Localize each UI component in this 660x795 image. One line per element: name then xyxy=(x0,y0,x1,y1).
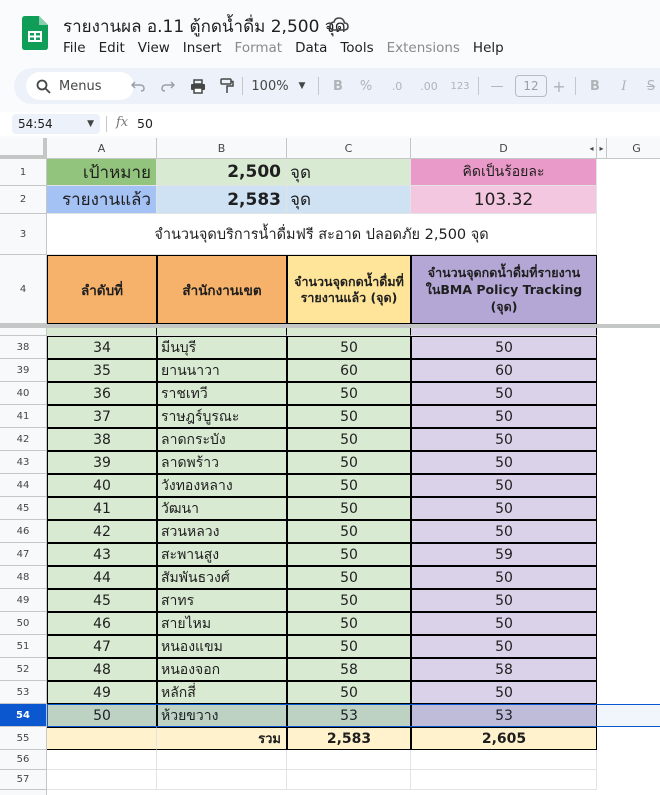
sequence-cell[interactable]: 46 xyxy=(47,612,157,635)
formula-separator xyxy=(106,116,107,132)
sequence-cell[interactable]: 45 xyxy=(47,589,157,612)
row-header[interactable]: 43 xyxy=(0,451,47,474)
zoom-select[interactable]: 100% xyxy=(251,78,289,94)
bma-count-cell[interactable]: 58 xyxy=(411,658,597,681)
sequence-cell[interactable]: 36 xyxy=(47,382,157,405)
row-header[interactable]: 1 xyxy=(0,159,47,186)
row-header[interactable]: 57 xyxy=(0,770,47,790)
column-header-c[interactable]: C xyxy=(287,138,411,159)
empty-cell[interactable] xyxy=(157,770,287,790)
cloud-saved-icon[interactable] xyxy=(329,16,349,32)
document-title[interactable]: รายงานผล อ.11 ตู้กดน้ำดื่ม 2,500 จุด xyxy=(63,17,346,37)
row-header[interactable]: 49 xyxy=(0,589,47,612)
bma-count-cell[interactable]: 50 xyxy=(411,405,597,428)
sequence-cell[interactable]: 49 xyxy=(47,681,157,704)
row-header[interactable]: 55 xyxy=(0,727,47,750)
row-header[interactable]: 53 xyxy=(0,681,47,704)
district-cell[interactable]: วัฒนา xyxy=(157,497,287,520)
sheets-logo-icon[interactable] xyxy=(22,16,48,50)
reported-count-cell[interactable]: 53 xyxy=(287,704,411,727)
row-header[interactable]: 41 xyxy=(0,405,47,428)
font-size-input[interactable]: 12 xyxy=(515,75,547,97)
district-cell[interactable]: วังทองหลาง xyxy=(157,474,287,497)
menu-data[interactable]: Data xyxy=(295,40,328,56)
reported-count-cell[interactable]: 60 xyxy=(287,359,411,382)
select-all-corner[interactable] xyxy=(0,138,47,159)
column-expand-right-icon[interactable]: ▸ xyxy=(597,138,607,159)
row-header[interactable]: 54 xyxy=(0,704,47,727)
more-formats-button[interactable]: 123 xyxy=(450,80,470,92)
name-box-value: 54:54 xyxy=(18,117,53,131)
empty-cell[interactable] xyxy=(411,750,597,770)
total-label-cell[interactable]: รวม xyxy=(157,727,287,750)
header-sequence-cell[interactable]: ลำดับที่ xyxy=(47,255,157,324)
sequence-cell[interactable]: 43 xyxy=(47,543,157,566)
bma-count-cell[interactable]: 50 xyxy=(411,451,597,474)
formula-bar xyxy=(0,112,660,136)
header-reported-cell[interactable]: จำนวนจุดกดน้ำดื่มที่รายงานแล้ว (จุด) xyxy=(287,255,411,324)
bma-count-cell[interactable]: 53 xyxy=(411,704,597,727)
bma-count-cell[interactable]: 50 xyxy=(411,589,597,612)
reported-count-cell[interactable]: 50 xyxy=(287,405,411,428)
spreadsheet-grid xyxy=(0,138,660,795)
row-header[interactable]: 2 xyxy=(0,186,47,214)
italic-button[interactable]: I xyxy=(621,78,627,94)
row-header[interactable]: 44 xyxy=(0,474,47,497)
district-cell[interactable]: สาทร xyxy=(157,589,287,612)
reported-value-cell[interactable]: 2,583 xyxy=(157,186,287,214)
sequence-cell[interactable]: 34 xyxy=(47,336,157,359)
bma-count-cell[interactable]: 50 xyxy=(411,612,597,635)
table-caption-cell[interactable]: จำนวนจุดบริการน้ำดื่มฟรี สะอาด ปลอดภัย 2,500 จุด xyxy=(47,214,597,255)
bma-count-cell[interactable]: 50 xyxy=(411,566,597,589)
redo-icon[interactable] xyxy=(158,68,178,104)
name-box[interactable] xyxy=(12,114,100,134)
percent-label-cell[interactable]: คิดเป็นร้อยละ xyxy=(411,159,597,186)
partial-cell xyxy=(411,328,597,336)
decrease-font-size-button[interactable]: — xyxy=(490,78,504,94)
empty-cell[interactable] xyxy=(157,750,287,770)
menu-tools[interactable]: Tools xyxy=(340,40,374,56)
row-header[interactable]: 39 xyxy=(0,359,47,382)
district-cell[interactable]: ห้วยขวาง xyxy=(157,704,287,727)
row-header[interactable]: 3 xyxy=(0,214,47,255)
row-header[interactable]: 45 xyxy=(0,497,47,520)
reported-count-cell[interactable]: 50 xyxy=(287,474,411,497)
reported-count-cell[interactable]: 50 xyxy=(287,428,411,451)
toolbar-separator xyxy=(242,77,243,95)
empty-cell[interactable] xyxy=(287,770,411,790)
district-cell[interactable]: ราษฎร์บูรณะ xyxy=(157,405,287,428)
district-cell[interactable]: สัมพันธวงศ์ xyxy=(157,566,287,589)
row-header[interactable]: 47 xyxy=(0,543,47,566)
district-cell[interactable]: หลักสี่ xyxy=(157,681,287,704)
reported-count-cell[interactable]: 50 xyxy=(287,681,411,704)
sequence-cell[interactable]: 39 xyxy=(47,451,157,474)
zoom-dropdown-icon[interactable]: ▼ xyxy=(298,81,306,91)
partial-cell xyxy=(47,328,157,336)
increase-font-size-button[interactable]: + xyxy=(552,76,566,96)
target-label-cell[interactable]: เป้าหมาย xyxy=(47,159,157,186)
increase-decimal-button[interactable]: .00 xyxy=(420,79,438,93)
sequence-cell[interactable]: 37 xyxy=(47,405,157,428)
total-reported-cell[interactable]: 2,583 xyxy=(287,727,411,750)
row-header[interactable]: 42 xyxy=(0,428,47,451)
bma-count-cell[interactable]: 50 xyxy=(411,336,597,359)
toolbar xyxy=(0,68,660,104)
bold-alt-button[interactable]: B xyxy=(333,78,343,94)
reported-count-cell[interactable]: 50 xyxy=(287,566,411,589)
row-header[interactable] xyxy=(0,790,47,795)
total-empty-cell[interactable] xyxy=(47,727,157,750)
header-district-cell[interactable]: สำนักงานเขต xyxy=(157,255,287,324)
partial-cell xyxy=(157,328,287,336)
paint-format-icon[interactable] xyxy=(217,68,237,104)
district-cell[interactable]: สวนหลวง xyxy=(157,520,287,543)
decrease-decimal-button[interactable]: .0 xyxy=(391,79,403,93)
undo-icon[interactable] xyxy=(128,68,148,104)
sequence-cell[interactable]: 42 xyxy=(47,520,157,543)
menu-view[interactable]: View xyxy=(137,40,170,56)
reported-count-cell[interactable]: 50 xyxy=(287,612,411,635)
bma-count-cell[interactable]: 50 xyxy=(411,635,597,658)
reported-unit-cell[interactable]: จุด xyxy=(287,186,411,214)
district-cell[interactable]: สายไหม xyxy=(157,612,287,635)
chevron-down-icon: ▼ xyxy=(87,119,94,129)
menu-edit[interactable]: Edit xyxy=(98,40,125,56)
sequence-cell[interactable]: 41 xyxy=(47,497,157,520)
reported-count-cell[interactable]: 58 xyxy=(287,658,411,681)
target-value-cell[interactable]: 2,500 xyxy=(157,159,287,186)
district-cell[interactable]: มีนบุรี xyxy=(157,336,287,359)
row-header[interactable] xyxy=(0,328,47,336)
reported-count-cell[interactable]: 50 xyxy=(287,589,411,612)
percent-value-cell[interactable]: 103.32 xyxy=(411,186,597,214)
menus-label: Menus xyxy=(59,78,102,94)
target-unit-cell[interactable]: จุด xyxy=(287,159,411,186)
total-bma-cell[interactable]: 2,605 xyxy=(411,727,597,750)
sequence-cell[interactable]: 44 xyxy=(47,566,157,589)
empty-cell[interactable] xyxy=(411,770,597,790)
reported-count-cell[interactable]: 50 xyxy=(287,336,411,359)
district-cell[interactable]: ลาดกระบัง xyxy=(157,428,287,451)
column-header-a[interactable]: A xyxy=(47,138,157,159)
menu-file[interactable]: File xyxy=(63,40,86,56)
toolbar-separator xyxy=(318,77,319,95)
column-collapse-left-icon[interactable]: ◂ xyxy=(587,138,597,159)
row-header[interactable]: 4 xyxy=(0,255,47,324)
sequence-cell[interactable]: 40 xyxy=(47,474,157,497)
bma-count-cell[interactable]: 50 xyxy=(411,474,597,497)
fx-icon: fx xyxy=(116,115,129,130)
bold-button[interactable]: B xyxy=(590,78,600,94)
toolbar-separator xyxy=(575,77,576,95)
empty-cell[interactable] xyxy=(47,770,157,790)
reported-count-cell[interactable]: 50 xyxy=(287,543,411,566)
column-header-b[interactable]: B xyxy=(157,138,287,159)
sequence-cell[interactable]: 50 xyxy=(47,704,157,727)
toolbar-separator xyxy=(478,77,479,95)
empty-cell[interactable] xyxy=(287,750,411,770)
search-icon xyxy=(36,79,51,94)
reported-count-cell[interactable]: 50 xyxy=(287,451,411,474)
bma-count-cell[interactable]: 50 xyxy=(411,382,597,405)
strikethrough-button[interactable]: S xyxy=(646,78,656,94)
district-cell[interactable]: ลาดพร้าว xyxy=(157,451,287,474)
menu-bar xyxy=(63,40,517,56)
menu-extensions[interactable]: Extensions xyxy=(386,40,460,56)
reported-count-cell[interactable]: 50 xyxy=(287,635,411,658)
reported-count-cell[interactable]: 50 xyxy=(287,382,411,405)
district-cell[interactable]: หนองแขม xyxy=(157,635,287,658)
title-bar xyxy=(0,0,660,64)
column-header-g[interactable]: G xyxy=(607,138,660,159)
sequence-cell[interactable]: 47 xyxy=(47,635,157,658)
percent-format-button[interactable]: % xyxy=(359,78,373,94)
row-header[interactable]: 50 xyxy=(0,612,47,635)
partial-cell xyxy=(287,328,411,336)
row-header[interactable]: 46 xyxy=(0,520,47,543)
formula-input[interactable]: 50 xyxy=(137,116,153,131)
row-header[interactable]: 48 xyxy=(0,566,47,589)
print-icon[interactable] xyxy=(188,68,208,104)
district-cell[interactable]: สะพานสูง xyxy=(157,543,287,566)
sequence-cell[interactable]: 35 xyxy=(47,359,157,382)
bma-count-cell[interactable]: 50 xyxy=(411,497,597,520)
row-header[interactable]: 38 xyxy=(0,336,47,359)
reported-count-cell[interactable]: 50 xyxy=(287,520,411,543)
menu-help[interactable]: Help xyxy=(472,40,504,56)
column-header-d[interactable]: D xyxy=(411,138,597,159)
bma-count-cell[interactable]: 50 xyxy=(411,428,597,451)
row-header[interactable]: 51 xyxy=(0,635,47,658)
district-cell[interactable]: ยานนาวา xyxy=(157,359,287,382)
row-header[interactable]: 56 xyxy=(0,750,47,770)
bma-count-cell[interactable]: 50 xyxy=(411,681,597,704)
header-bma-cell[interactable]: จำนวนจุดกดน้ำดื่มที่รายงานในBMA Policy Tracking (จุด) xyxy=(411,255,597,324)
reported-label-cell[interactable]: รายงานแล้ว xyxy=(47,186,157,214)
sequence-cell[interactable]: 48 xyxy=(47,658,157,681)
row-header[interactable]: 52 xyxy=(0,658,47,681)
bma-count-cell[interactable]: 59 xyxy=(411,543,597,566)
reported-count-cell[interactable]: 50 xyxy=(287,497,411,520)
district-cell[interactable]: หนองจอก xyxy=(157,658,287,681)
bma-count-cell[interactable]: 50 xyxy=(411,520,597,543)
menus-search-button[interactable] xyxy=(26,72,134,100)
sequence-cell[interactable]: 38 xyxy=(47,428,157,451)
empty-cell[interactable] xyxy=(47,750,157,770)
bma-count-cell[interactable]: 60 xyxy=(411,359,597,382)
district-cell[interactable]: ราชเทวี xyxy=(157,382,287,405)
menu-format[interactable]: Format xyxy=(234,40,283,56)
menu-insert[interactable]: Insert xyxy=(182,40,222,56)
row-header[interactable]: 40 xyxy=(0,382,47,405)
